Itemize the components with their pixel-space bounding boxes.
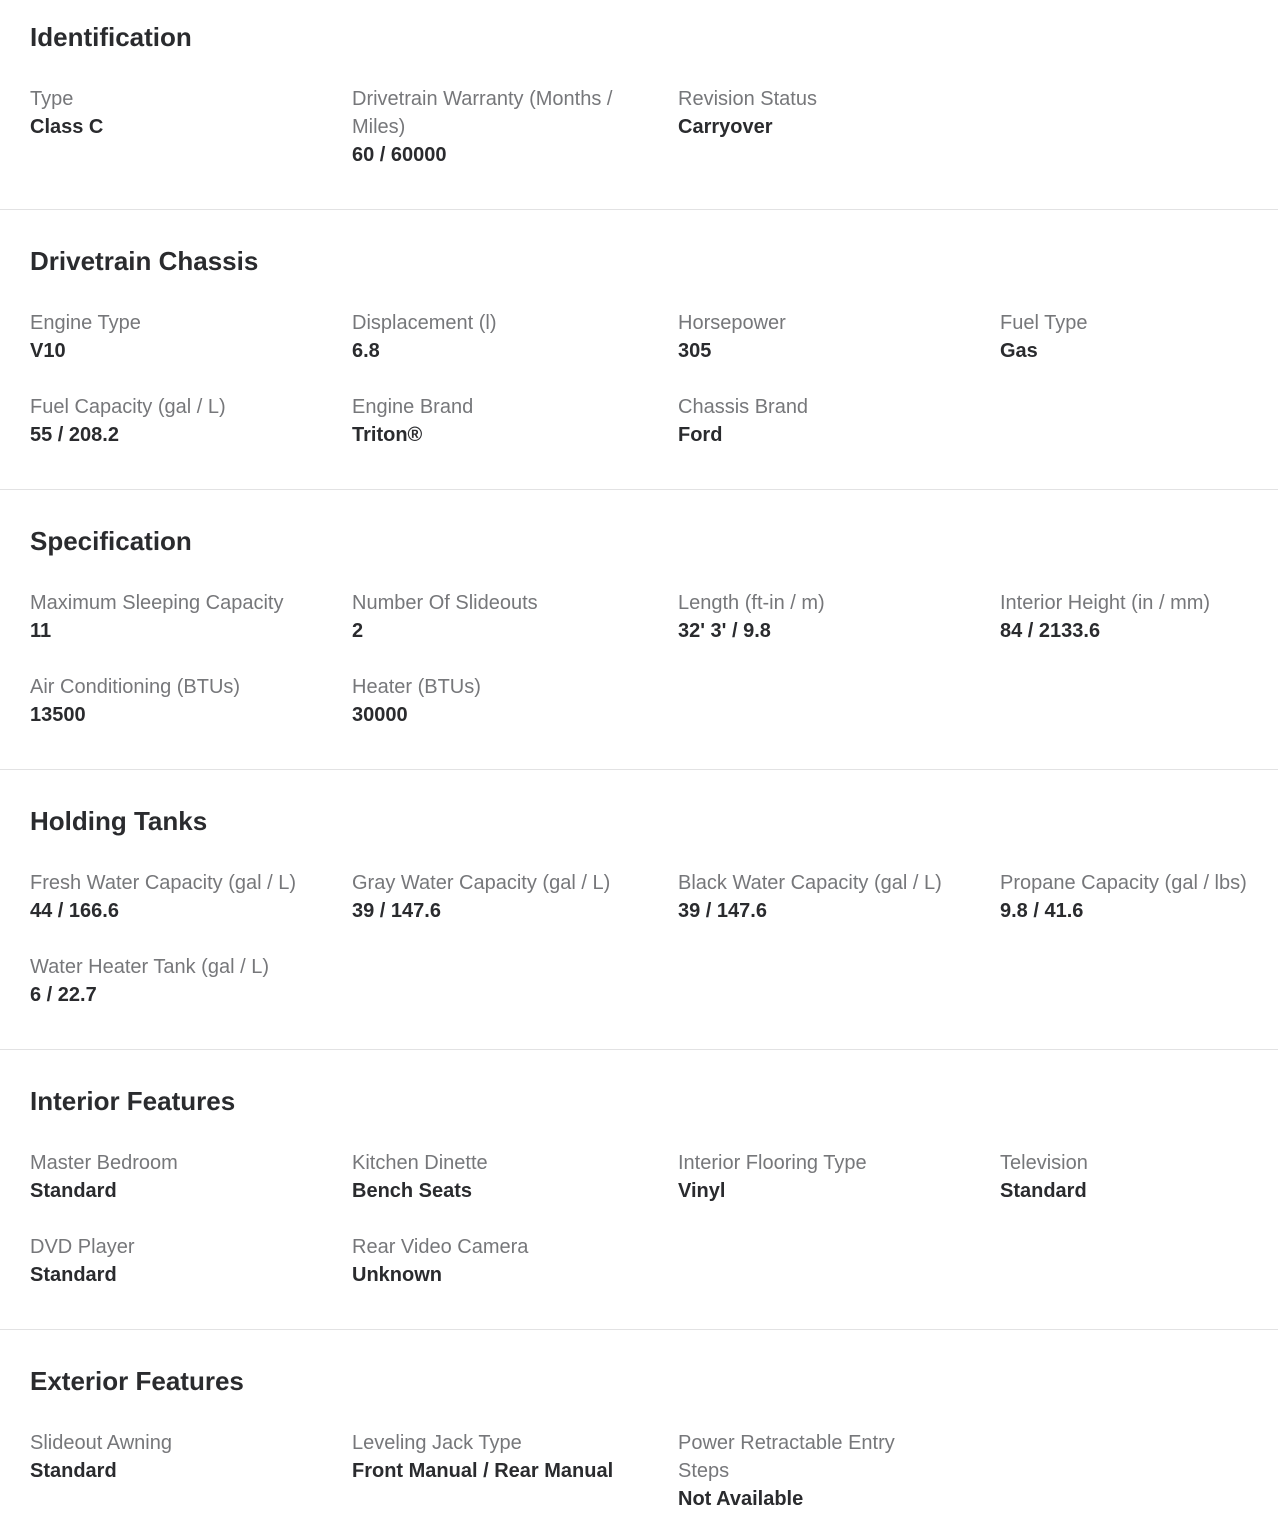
field-label: Maximum Sleeping Capacity xyxy=(30,592,284,614)
field-label: Engine Type xyxy=(30,312,141,334)
field-length-ft-in-m xyxy=(678,589,1000,645)
field-television xyxy=(1000,1149,1278,1205)
field-label: Master Bedroom xyxy=(30,1152,178,1174)
section-title: Holding Tanks xyxy=(30,806,208,836)
field-label: Gray Water Capacity (gal / L) xyxy=(352,872,611,894)
field-value: 11 xyxy=(30,620,52,642)
field-value: Standard xyxy=(30,1460,117,1482)
field-value: Vinyl xyxy=(678,1180,726,1202)
field-label: Chassis Brand xyxy=(678,396,809,418)
field-value: 44 / 166.6 xyxy=(30,900,119,922)
field-value: 13500 xyxy=(30,704,86,726)
section-title: Drivetrain Chassis xyxy=(30,246,259,276)
section-holding-tanks xyxy=(0,770,1278,1050)
field-value: 9.8 / 41.6 xyxy=(1000,900,1084,922)
field-value: V10 xyxy=(30,340,66,362)
field-value: 2 xyxy=(352,620,364,642)
section-title: Specification xyxy=(30,526,192,556)
field-leveling-jack-type xyxy=(352,1429,678,1513)
field-value: Ford xyxy=(678,424,723,446)
field-value: Class C xyxy=(30,116,104,138)
field-air-conditioning-btus xyxy=(30,673,352,729)
field-displacement-l xyxy=(352,309,678,365)
field-value: 6.8 xyxy=(352,340,380,362)
field-power-retractable-entry-steps xyxy=(678,1429,1000,1513)
section-grid xyxy=(30,85,1278,169)
field-label: Interior Height (in / mm) xyxy=(1000,592,1211,614)
field-maximum-sleeping-capacity xyxy=(30,589,352,645)
field-value: 84 / 2133.6 xyxy=(1000,620,1101,642)
field-value: Standard xyxy=(30,1180,117,1202)
field-engine-brand xyxy=(352,393,678,449)
field-label: DVD Player xyxy=(30,1236,135,1258)
field-fuel-type xyxy=(1000,309,1278,365)
section-grid xyxy=(30,309,1278,449)
field-heater-btus xyxy=(352,673,678,729)
field-label: Type xyxy=(30,88,74,110)
field-value: Front Manual / Rear Manual xyxy=(352,1460,614,1482)
section-grid xyxy=(30,1149,1278,1289)
field-label: Propane Capacity (gal / lbs) xyxy=(1000,872,1247,894)
field-type xyxy=(30,85,352,169)
section-grid xyxy=(30,589,1278,729)
field-label: Drivetrain Warranty (Months / Miles) xyxy=(352,88,613,138)
field-label: Engine Brand xyxy=(352,396,474,418)
field-master-bedroom xyxy=(30,1149,352,1205)
field-label: Displacement (l) xyxy=(352,312,497,334)
field-revision-status xyxy=(678,85,1000,169)
section-grid xyxy=(30,869,1278,1009)
field-slideout-awning xyxy=(30,1429,352,1513)
field-horsepower xyxy=(678,309,1000,365)
field-value: Bench Seats xyxy=(352,1180,473,1202)
field-value: 39 / 147.6 xyxy=(352,900,441,922)
field-label: Black Water Capacity (gal / L) xyxy=(678,872,942,894)
field-dvd-player xyxy=(30,1233,352,1289)
field-value: Standard xyxy=(30,1264,117,1286)
field-chassis-brand xyxy=(678,393,1000,449)
section-specification xyxy=(0,490,1278,770)
field-fuel-capacity-gal-l xyxy=(30,393,352,449)
section-grid xyxy=(30,1429,1278,1513)
section-drivetrain-chassis xyxy=(0,210,1278,490)
field-label: Fuel Capacity (gal / L) xyxy=(30,396,226,418)
field-label: Slideout Awning xyxy=(30,1432,172,1454)
field-value: 32' 3' / 9.8 xyxy=(678,620,771,642)
field-rear-video-camera xyxy=(352,1233,678,1289)
field-number-of-slideouts xyxy=(352,589,678,645)
field-value: 6 / 22.7 xyxy=(30,984,97,1006)
section-interior-features xyxy=(0,1050,1278,1330)
section-identification xyxy=(0,0,1278,210)
field-label: Number Of Slideouts xyxy=(352,592,538,614)
field-fresh-water-capacity-gal-l xyxy=(30,869,352,925)
field-label: Fresh Water Capacity (gal / L) xyxy=(30,872,297,894)
field-label: Kitchen Dinette xyxy=(352,1152,488,1174)
field-label: Television xyxy=(1000,1152,1088,1174)
field-value: Standard xyxy=(1000,1180,1087,1202)
section-exterior-features xyxy=(0,1330,1278,1529)
field-label: Horsepower xyxy=(678,312,786,334)
field-label: Interior Flooring Type xyxy=(678,1152,867,1174)
field-label: Air Conditioning (BTUs) xyxy=(30,676,241,698)
field-label: Revision Status xyxy=(678,88,817,110)
field-value: Gas xyxy=(1000,340,1038,362)
field-value: 55 / 208.2 xyxy=(30,424,119,446)
field-label: Rear Video Camera xyxy=(352,1236,529,1258)
field-value: 39 / 147.6 xyxy=(678,900,767,922)
section-title: Identification xyxy=(30,22,192,52)
field-value: Carryover xyxy=(678,116,773,138)
field-interior-flooring-type xyxy=(678,1149,1000,1205)
field-value: Unknown xyxy=(352,1264,442,1286)
field-value: 30000 xyxy=(352,704,408,726)
field-engine-type xyxy=(30,309,352,365)
field-kitchen-dinette xyxy=(352,1149,678,1205)
field-black-water-capacity-gal-l xyxy=(678,869,1000,925)
field-label: Fuel Type xyxy=(1000,312,1088,334)
field-propane-capacity-gal-lbs xyxy=(1000,869,1278,925)
field-value: 60 / 60000 xyxy=(352,144,447,166)
field-label: Water Heater Tank (gal / L) xyxy=(30,956,269,978)
field-value: Not Available xyxy=(678,1488,804,1510)
section-title: Exterior Features xyxy=(30,1366,244,1396)
field-drivetrain-warranty-months-miles xyxy=(352,85,678,169)
field-value: 305 xyxy=(678,340,712,362)
field-label: Leveling Jack Type xyxy=(352,1432,522,1454)
field-label: Power Retractable Entry Steps xyxy=(678,1432,895,1482)
field-value: Triton® xyxy=(352,424,423,446)
field-label: Length (ft-in / m) xyxy=(678,592,825,614)
field-gray-water-capacity-gal-l xyxy=(352,869,678,925)
field-label: Heater (BTUs) xyxy=(352,676,481,698)
section-title: Interior Features xyxy=(30,1086,236,1116)
field-interior-height-in-mm xyxy=(1000,589,1278,645)
field-water-heater-tank-gal-l xyxy=(30,953,352,1009)
